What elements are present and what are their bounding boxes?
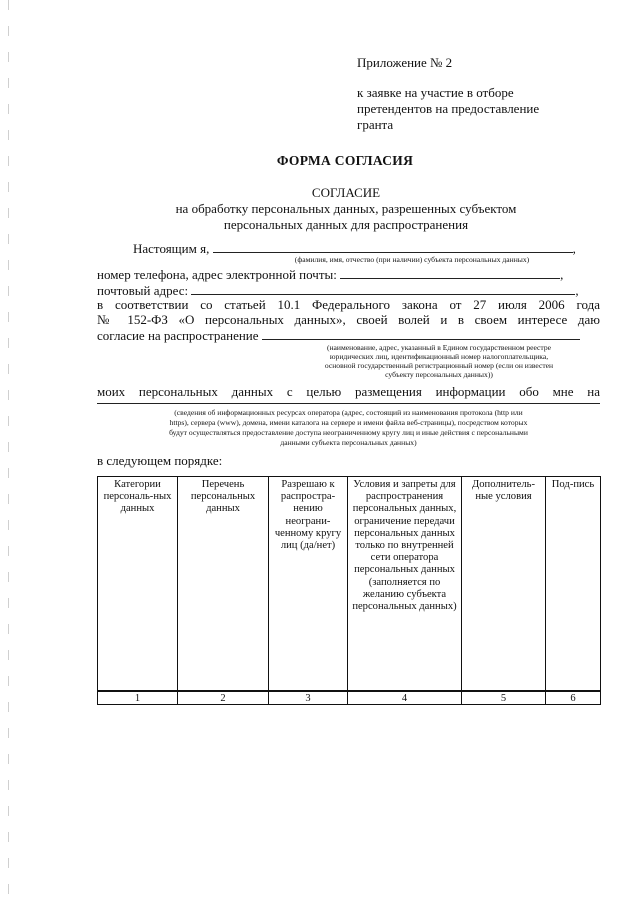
operator-hint-line1: (наименование, адрес, указанный в Едином государственном реестре: [326, 343, 552, 352]
resource-hint-line4: данными субъекта персональных данных): [280, 438, 417, 447]
col-number-4: 4: [348, 691, 462, 705]
phone-label: номер телефона, адрес электронной почты:: [97, 267, 337, 282]
operator-hint-line3: основной государственный регистрационный номер (если он известен: [324, 361, 554, 370]
appendix-to-line1: к заявке на участие в отборе: [357, 85, 514, 100]
consent-heading-line2: на обработку персональных данных, разрешенных субъектом: [175, 201, 517, 216]
appendix-to-line3: гранта: [357, 117, 394, 132]
order-label: в следующем порядке:: [97, 453, 223, 468]
resource-hint-line2: https), сервера (www), домена, имени каталога на сервере и имени файла веб-страницы), посредством которых: [169, 418, 528, 427]
col-number-6: 6: [546, 691, 601, 705]
name-prefix: Настоящим я,: [133, 241, 210, 256]
header-allow-publish: Разрешаю к распростра-нению неограни-ченному кругу лиц (да/нет): [269, 477, 348, 691]
header-signature: Под-пись: [546, 477, 601, 691]
consent-heading-line3: персональных данных для распространения: [223, 217, 469, 232]
name-comma: ,: [572, 241, 576, 256]
law-line2: № 152-ФЗ «О персональных данных», своей волей и в своем интересе даю: [97, 312, 600, 327]
phone-email-field[interactable]: [340, 266, 560, 279]
resource-field[interactable]: [97, 403, 600, 404]
col-number-5: 5: [462, 691, 546, 705]
postal-label: почтовый адрес:: [97, 283, 189, 298]
postal-comma: ,: [575, 283, 579, 298]
law-line1: в соответствии со статьей 10.1 Федерального закона от 27 июля 2006 года: [97, 297, 600, 312]
table-number-row: [98, 691, 601, 705]
table-header-row: [98, 477, 601, 691]
col-number-3: 3: [269, 691, 348, 705]
header-data-list: Перечень персональных данных: [178, 477, 269, 691]
full-name-field[interactable]: [213, 240, 573, 253]
consent-line: [97, 327, 580, 344]
scan-edge-artifact: [8, 0, 9, 905]
consent-prefix: согласие на распространение: [97, 328, 259, 343]
appendix-label: Приложение № 2: [357, 55, 453, 70]
phone-comma: ,: [560, 267, 564, 282]
header-conditions: Условия и запреты для распространения персональных данных, ограничение передачи персональных данных только по внутренней сети оператора персональных данных (заполняется по желанию субъекта персональных данных): [348, 477, 462, 691]
resource-hint-line3: будут осуществляться предоставление доступа неограниченному кругу лиц и иные действия с персональными: [169, 428, 528, 437]
form-title: ФОРМА СОГЛАСИЯ: [276, 153, 414, 168]
appendix-to-line2: претендентов на предоставление: [357, 101, 540, 116]
resource-hint-line1: (сведения об информационных ресурсах оператора (адрес, состоящий из наименования протокола (http или: [174, 408, 523, 417]
header-additional: Дополнитель-ные условия: [462, 477, 546, 691]
header-categories: Категории персональ-ных данных: [98, 477, 178, 691]
phone-line: [97, 266, 563, 283]
operator-hint-line2: юридических лиц, идентификационный номер налогоплательщика,: [329, 352, 549, 361]
consent-heading: СОГЛАСИЕ: [311, 185, 381, 200]
col-number-2: 2: [178, 691, 269, 705]
operator-hint-line4: субъекту персональных данных)): [385, 370, 493, 379]
operator-field[interactable]: [262, 327, 580, 340]
purpose-line: моих персональных данных с целью размещения информации обо мне на: [97, 384, 600, 399]
postal-address-field[interactable]: [191, 282, 575, 295]
consent-table: [97, 476, 601, 705]
col-number-1: 1: [98, 691, 178, 705]
name-hint: (фамилия, имя, отчество (при наличии) субъекта персональных данных): [294, 255, 530, 264]
